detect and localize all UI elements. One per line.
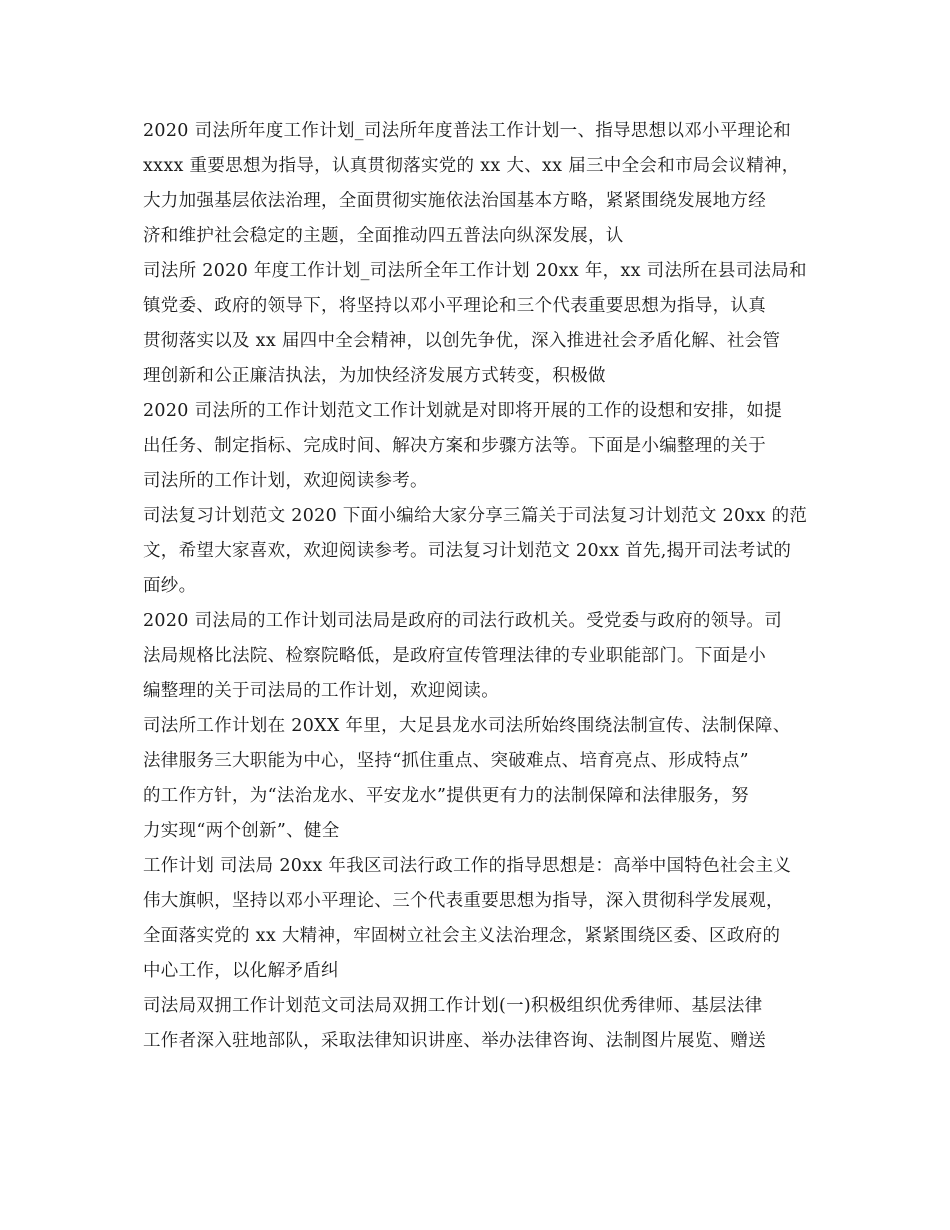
text-line: 2020 司法所的工作计划范文工作计划就是对即将开展的工作的设想和安排，如提 [143, 401, 782, 421]
text-line: 法律服务三大职能为中心，坚持“抓住重点、突破难点、培育亮点、形成特点” [143, 751, 749, 771]
text-line: 工作计划 司法局 20xx 年我区司法行政工作的指导思想是：高举中国特色社会主义 [143, 856, 792, 876]
text-line: 2020 司法所年度工作计划_司法所年度普法工作计划一、指导思想以邓小平理论和 [143, 121, 792, 141]
text-line: xxxx 重要思想为指导，认真贯彻落实党的 xx 大、xx 届三中全会和市局会议精神， [143, 156, 800, 176]
text-line: 大力加强基层依法治理，全面贯彻实施依法治国基本方略，紧紧围绕发展地方经 [143, 191, 766, 211]
text-line: 2020 司法局的工作计划司法局是政府的司法行政机关。受党委与政府的领导。司 [143, 611, 782, 631]
text-line: 司法所工作计划在 20XX 年里，大足县龙水司法所始终围绕法制宣传、法制保障、 [143, 716, 791, 736]
text-line: 工作者深入驻地部队，采取法律知识讲座、举办法律咨询、法制图片展览、赠送 [143, 1031, 766, 1051]
text-line: 力实现“两个创新”、健全 [143, 821, 340, 841]
text-line: 理创新和公正廉洁执法，为加快经济发展方式转变，积极做 [143, 366, 606, 386]
text-line: 司法所 2020 年度工作计划_司法所全年工作计划 20xx 年，xx 司法所在县司法局和 [143, 261, 807, 281]
text-line: 文，希望大家喜欢，欢迎阅读参考。司法复习计划范文 20xx 首先,揭开司法考试的 [143, 541, 792, 561]
text-line: 全面落实党的 xx 大精神，牢固树立社会主义法治理念，紧紧围绕区委、区政府的 [143, 926, 781, 946]
text-line: 编整理的关于司法局的工作计划，欢迎阅读。 [143, 681, 499, 701]
text-line: 面纱。 [143, 576, 197, 596]
text-line: 中心工作，以化解矛盾纠 [143, 961, 339, 981]
text-line: 司法复习计划范文 2020 下面小编给大家分享三篇关于司法复习计划范文 20xx 的范 [143, 506, 808, 526]
text-line: 司法所的工作计划，欢迎阅读参考。 [143, 471, 428, 491]
text-line: 伟大旗帜，坚持以邓小平理论、三个代表重要思想为指导，深入贯彻科学发展观， [143, 891, 784, 911]
text-line: 的工作方针，为“法治龙水、平安龙水”提供更有力的法制保障和法律服务，努 [143, 786, 749, 806]
text-line: 镇党委、政府的领导下，将坚持以邓小平理论和三个代表重要思想为指导，认真 [143, 296, 766, 316]
text-line: 济和维护社会稳定的主题，全面推动四五普法向纵深发展，认 [143, 226, 624, 246]
document-body [143, 114, 823, 1059]
text-line: 出任务、制定指标、完成时间、解决方案和步骤方法等。下面是小编整理的关于 [143, 436, 766, 456]
text-line: 司法局双拥工作计划范文司法局双拥工作计划(一)积极组织优秀律师、基层法律 [143, 996, 763, 1016]
text-line: 贯彻落实以及 xx 届四中全会精神，以创先争优，深入推进社会矛盾化解、社会管 [143, 331, 781, 351]
text-line: 法局规格比法院、检察院略低，是政府宣传管理法律的专业职能部门。下面是小 [143, 646, 766, 666]
